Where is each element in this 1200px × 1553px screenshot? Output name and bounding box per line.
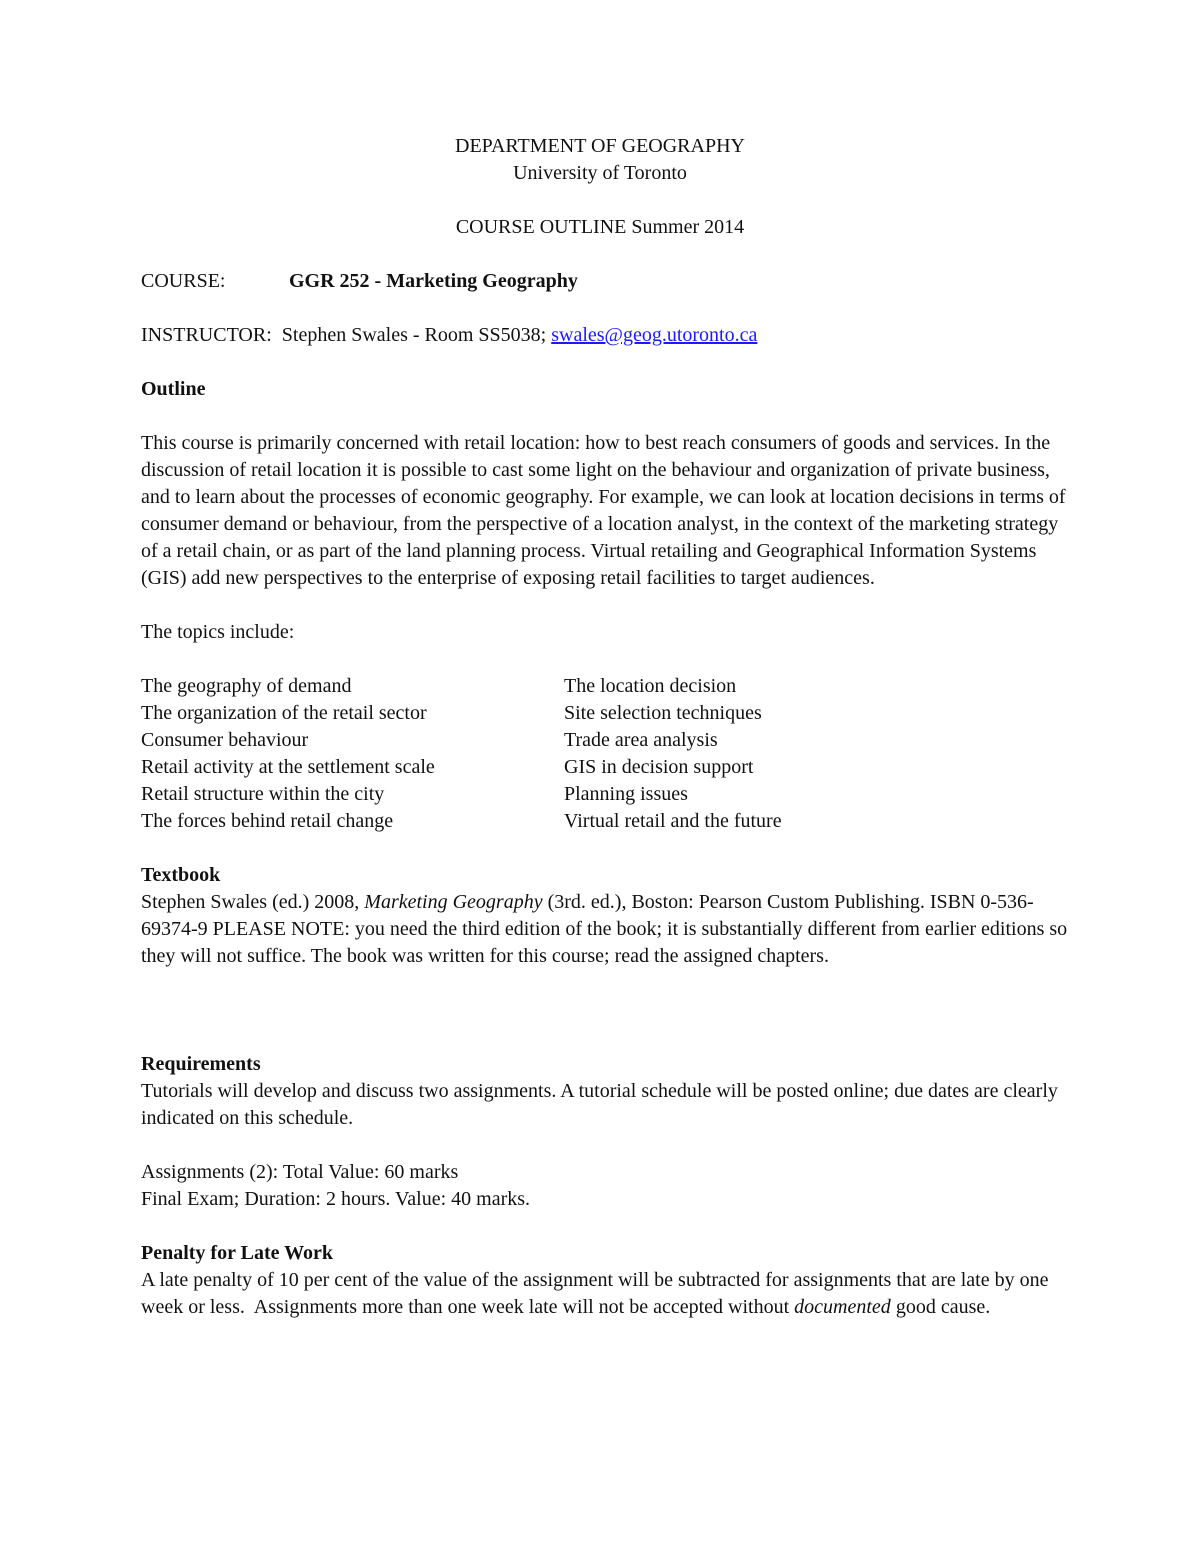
topic-item: The geography of demand [141,675,352,697]
outline-title: COURSE OUTLINE Summer 2014 [455,216,745,238]
textbook-author-year: Stephen Swales (ed.) 2008, [141,891,365,913]
topic-item: The forces behind retail change [141,810,394,832]
requirements-heading: Requirements [141,1053,261,1075]
topic-item: GIS in decision support [564,756,754,778]
instructor-line [141,322,1071,349]
topic-item: Consumer behaviour [141,729,309,751]
instructor-text: INSTRUCTOR: Stephen Swales - Room SS5038; [141,324,552,346]
requirements-paragraph: Tutorials will develop and discuss two assignments. A tutorial schedule will be posted online; due dates are clearly indicated on this schedule. [141,1080,1058,1129]
assignments-value: Assignments (2): Total Value: 60 marks [141,1161,459,1183]
topics-left-column [141,673,564,835]
course-outline-page [141,133,1071,1321]
final-exam-value: Final Exam; Duration: 2 hours. Value: 40 marks. [141,1188,531,1210]
textbook-heading: Textbook [141,864,221,886]
textbook-details: (3rd. ed.), Boston: Pearson Custom Publishing. ISBN 0-536-69374-9 PLEASE NOTE: you need the third edition of the book; it is substantially different from earlier editions so they will not suffice. The book was written for this course; read the assigned chapters. [141,891,1073,967]
topic-item: Virtual retail and the future [564,810,782,832]
topic-item: Planning issues [564,783,688,805]
penalty-text-end: good cause. [890,1296,991,1318]
topic-item: Retail activity at the settlement scale [141,756,435,778]
outline-heading: Outline [141,378,206,400]
penalty-emphasis: documented [794,1296,891,1318]
course-row [141,268,1071,295]
instructor-email-link[interactable]: swales@geog.utoronto.ca [551,324,758,346]
penalty-text: A late penalty of 10 per cent of the value of the assignment will be subtracted for assignments that are late by one week or less. Assignments more than one week late will not be accepted without [141,1269,1054,1318]
topic-item: The organization of the retail sector [141,702,427,724]
textbook-paragraph [141,889,1071,970]
penalty-paragraph [141,1267,1071,1321]
topic-item: The location decision [564,675,737,697]
department-title: DEPARTMENT OF GEOGRAPHY [455,135,745,157]
topics-list [141,673,1071,835]
topics-right-column [564,673,964,835]
topic-item: Retail structure within the city [141,783,385,805]
penalty-heading: Penalty for Late Work [141,1242,334,1264]
course-name: GGR 252 - Marketing Geography [289,270,578,292]
textbook-title: Marketing Geography [364,891,543,913]
topics-intro: The topics include: [141,621,295,643]
topic-item: Site selection techniques [564,702,762,724]
university-name: University of Toronto [513,162,687,184]
topic-item: Trade area analysis [564,729,718,751]
outline-paragraph: This course is primarily concerned with retail location: how to best reach consumers of goods and services. In the discussion of retail location it is possible to cast some light on the behaviour and organization of private business, and to learn about the processes of economic geography. For example, we can look at location decisions in terms of consumer demand or behaviour, from the perspective of a location analyst, in the context of the marketing strategy of a retail chain, or as part of the land planning process. Virtual retailing and Geographical Information Systems (GIS) add new perspectives to the enterprise of exposing retail facilities to target audiences. [141,432,1066,589]
course-label: COURSE: [141,270,226,292]
